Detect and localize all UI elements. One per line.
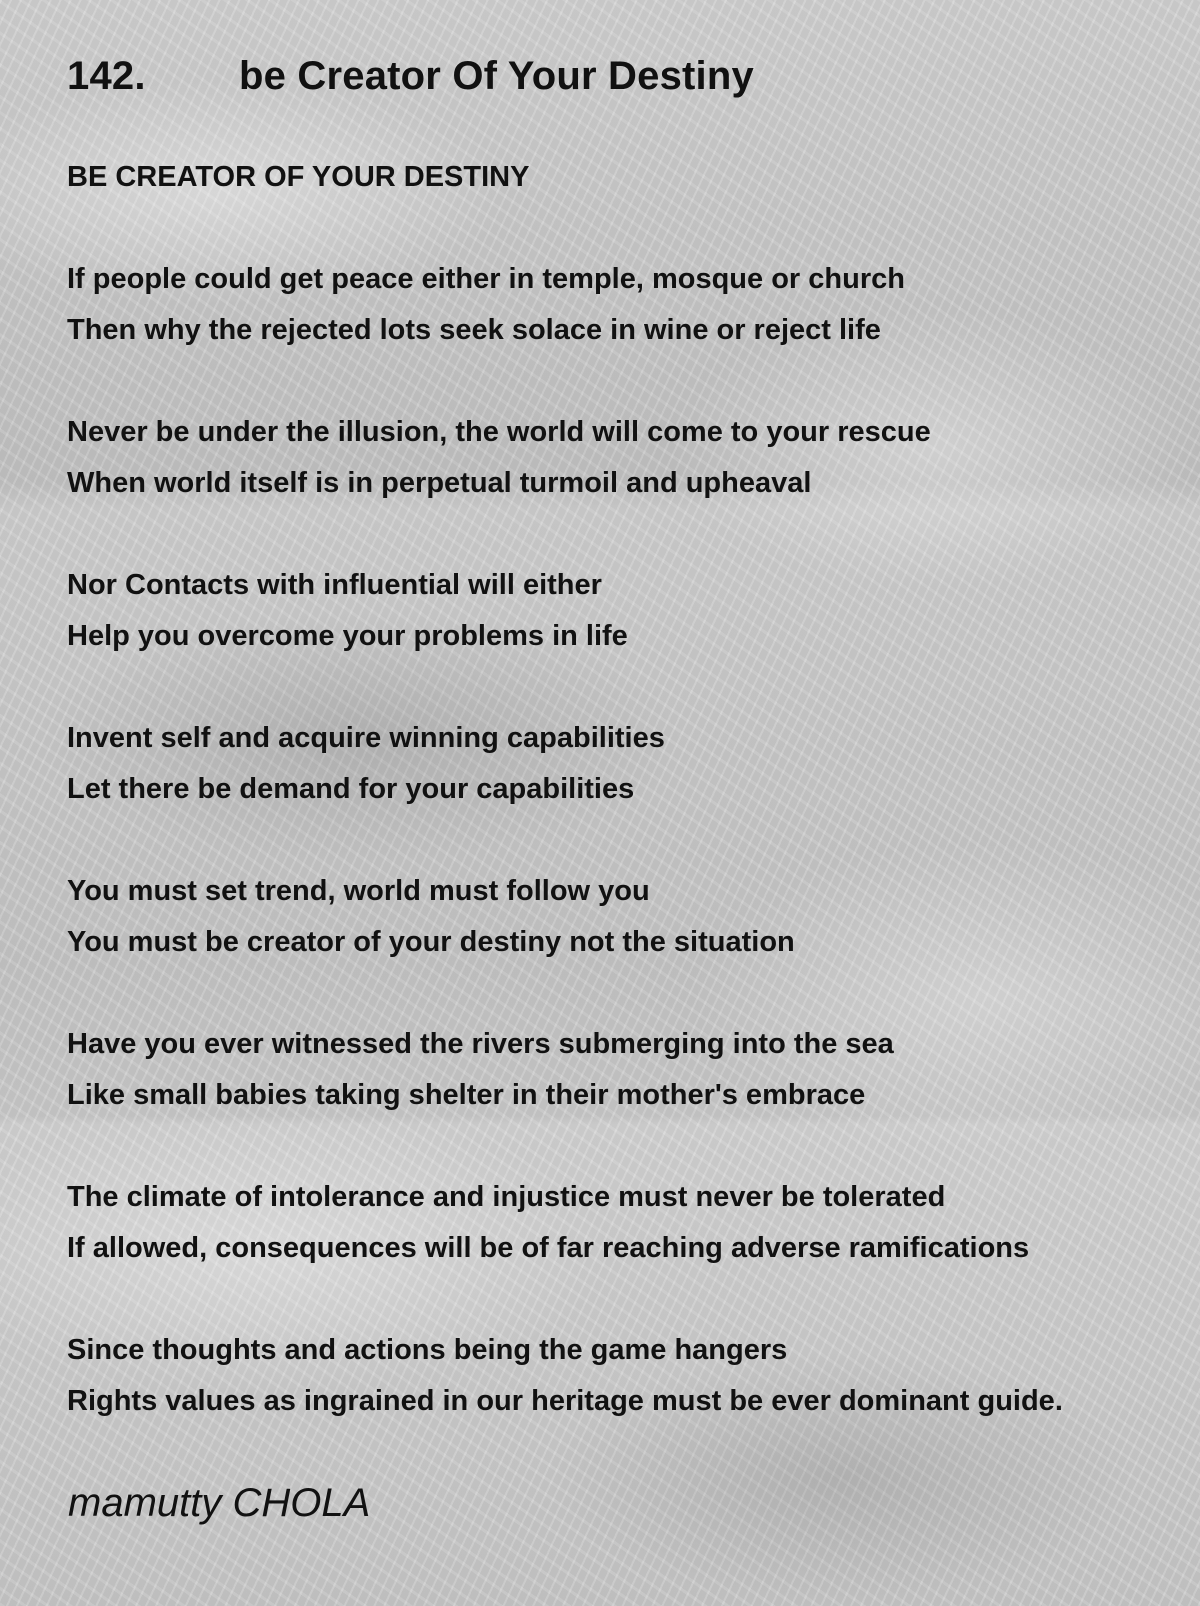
poem-line: If allowed, consequences will be of far reaching adverse ramifications — [67, 1232, 1030, 1264]
poem-page — [67, 48, 1192, 1531]
stanza-7 — [67, 1172, 1192, 1274]
page-title — [67, 48, 1192, 104]
author-name: mamutty CHOLA — [68, 1481, 371, 1525]
stanza-5 — [67, 866, 1192, 968]
poem-line: Nor Contacts with influential will either — [67, 569, 602, 601]
poem-title-text: be Creator Of Your Destiny — [239, 54, 754, 98]
stanza-2 — [67, 407, 1192, 509]
poem-line: Then why the rejected lots seek solace in wine or reject life — [67, 314, 881, 346]
poem-line: Let there be demand for your capabilities — [67, 773, 635, 805]
poem-line: Invent self and acquire winning capabilities — [67, 722, 665, 754]
poem-line: Like small babies taking shelter in their mother's embrace — [67, 1079, 866, 1111]
poem-line: You must set trend, world must follow you — [67, 875, 650, 907]
poem-line: You must be creator of your destiny not the situation — [67, 926, 795, 958]
stanza-8 — [67, 1325, 1192, 1427]
poem-line: Rights values as ingrained in our heritage must be ever dominant guide. — [67, 1385, 1063, 1417]
poem-number: 142. — [67, 54, 146, 98]
poem-heading: BE CREATOR OF YOUR DESTINY — [67, 161, 530, 193]
poem-line: When world itself is in perpetual turmoil and upheaval — [67, 467, 812, 499]
poem-line: Help you overcome your problems in life — [67, 620, 628, 652]
poem-line: The climate of intolerance and injustice must never be tolerated — [67, 1181, 946, 1213]
stanza-1 — [67, 254, 1192, 356]
poem-line: If people could get peace either in temple, mosque or church — [67, 263, 905, 295]
poem-line: Never be under the illusion, the world will come to your rescue — [67, 416, 931, 448]
poem-line: Since thoughts and actions being the game hangers — [67, 1334, 788, 1366]
poem-line: Have you ever witnessed the rivers submerging into the sea — [67, 1028, 894, 1060]
stanza-6 — [67, 1019, 1192, 1121]
stanza-4 — [67, 713, 1192, 815]
stanza-3 — [67, 560, 1192, 662]
